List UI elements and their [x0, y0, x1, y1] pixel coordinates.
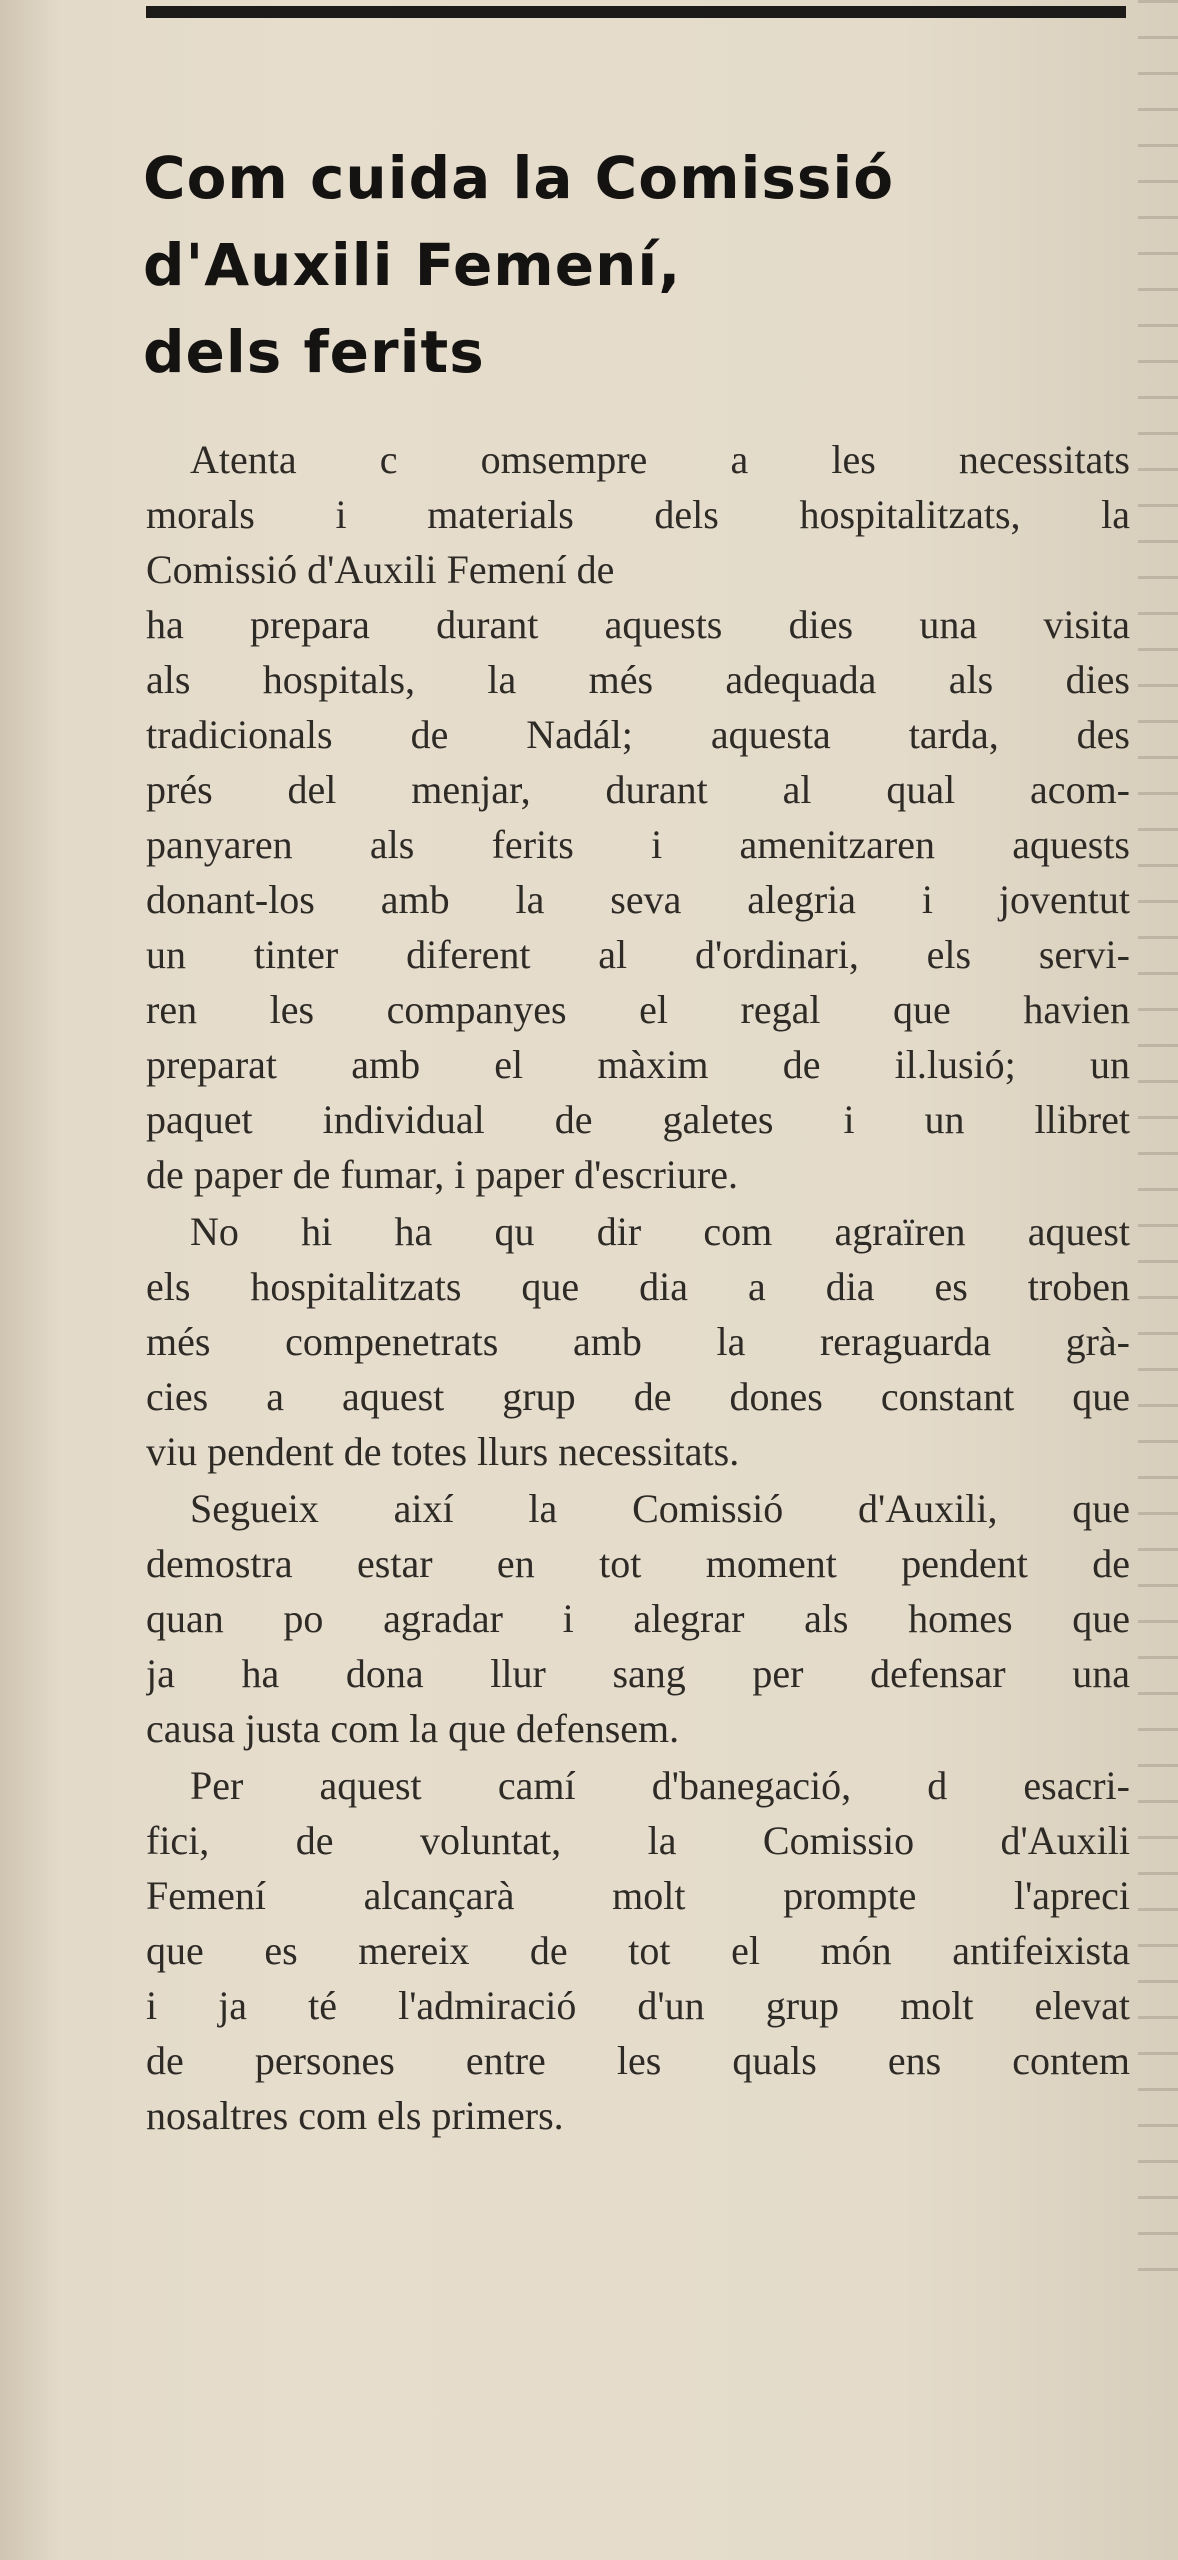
headline-line: d'Auxili Femení, [143, 230, 682, 299]
article-body [146, 432, 1130, 2143]
text-line: paquet individual de galetes i un llibret [146, 1097, 1130, 1142]
text-line: ja ha dona llur sang per defensar una [146, 1651, 1130, 1696]
headline-line: dels ferits [143, 317, 485, 386]
text-line: ren les companyes el regal que havien [146, 987, 1130, 1032]
paragraph-4 [146, 1758, 1130, 2143]
paragraph-3 [146, 1481, 1130, 1756]
text-line: No hi ha qu dir com agraïren aquest [190, 1209, 1130, 1254]
text-line: de persones entre les quals ens contem [146, 2038, 1130, 2083]
text-line: fici, de voluntat, la Comissio d'Auxili [146, 1818, 1130, 1863]
headline-line: Com cuida la Comissió [143, 143, 895, 212]
text-line: demostra estar en tot moment pendent de [146, 1541, 1130, 1586]
text-line: morals i materials dels hospitalitzats, la [146, 492, 1130, 537]
text-line: als hospitals, la més adequada als dies [146, 657, 1130, 702]
text-line: causa justa com la que defensem. [146, 1706, 680, 1751]
text-line: de paper de fumar, i paper d'escriure. [146, 1152, 738, 1197]
text-line: nosaltres com els primers. [146, 2093, 564, 2138]
text-line: ha prepara durant aquests dies una visita [146, 602, 1130, 647]
text-line: Per aquest camí d'banegació, d esacri- [190, 1763, 1130, 1808]
text-line: que es mereix de tot el món antifeixista [146, 1928, 1130, 1973]
text-line: preparat amb el màxim de il.lusió; un [146, 1042, 1130, 1087]
text-line: cies a aquest grup de dones constant que [146, 1374, 1130, 1419]
text-line: viu pendent de totes llurs necessitats. [146, 1429, 740, 1474]
article-headline [143, 135, 1043, 396]
show-through-bleed [1138, 0, 1178, 2300]
paragraph-2 [146, 1204, 1130, 1479]
text-line: quan po agradar i alegrar als homes que [146, 1596, 1130, 1641]
text-line: panyaren als ferits i amenitzaren aquests [146, 822, 1130, 867]
text-line: un tinter diferent al d'ordinari, els servi- [146, 932, 1130, 977]
text-line: prés del menjar, durant al qual acom- [146, 767, 1130, 812]
text-line: Comissió d'Auxili Femení de [146, 547, 615, 592]
text-line: i ja té l'admiració d'un grup molt elevat [146, 1983, 1130, 2028]
text-line: Femení alcançarà molt prompte l'apreci [146, 1873, 1130, 1918]
paragraph-1 [146, 432, 1130, 1202]
text-line: Segueix així la Comissió d'Auxili, que [190, 1486, 1130, 1531]
text-line: tradicionals de Nadál; aquesta tarda, des [146, 712, 1130, 757]
text-line: més compenetrats amb la reraguarda grà- [146, 1319, 1130, 1364]
column-top-rule [146, 6, 1126, 18]
text-line: Atenta c omsempre a les necessitats [190, 437, 1130, 482]
text-line: donant-los amb la seva alegria i joventut [146, 877, 1130, 922]
text-line: els hospitalitzats que dia a dia es troben [146, 1264, 1130, 1309]
